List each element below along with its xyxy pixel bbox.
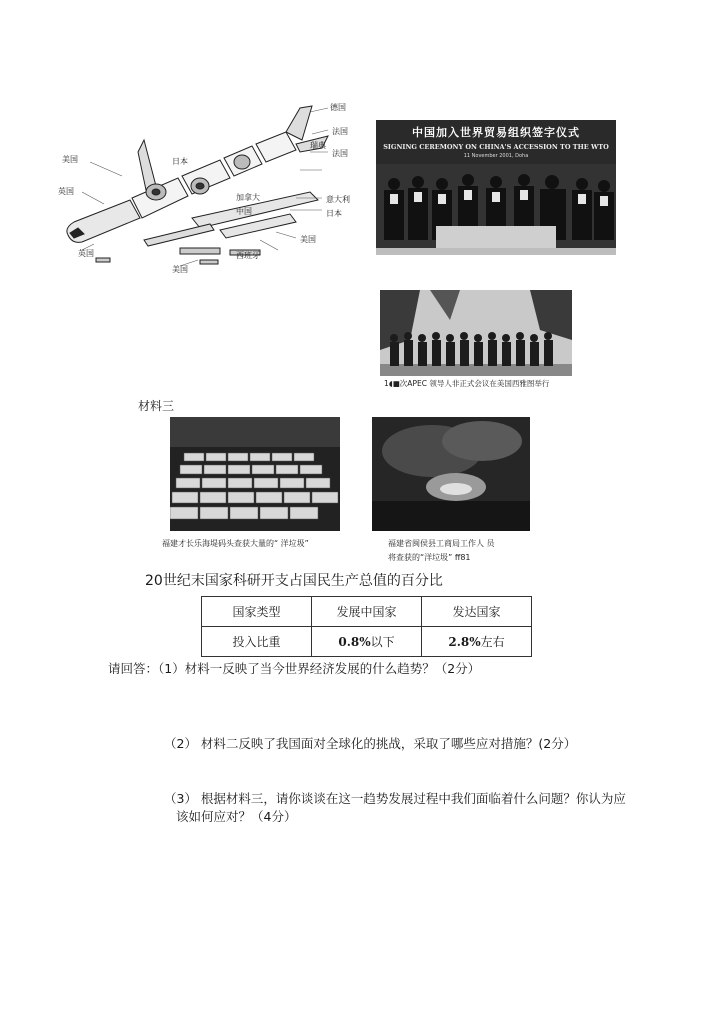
- airplane-label: 美国: [62, 155, 78, 164]
- research-spending-table: [201, 596, 532, 657]
- developing-suffix: 以下: [370, 635, 395, 649]
- table-title: 20世纪末国家科研开支占国民生产总值的百分比: [145, 573, 443, 589]
- question-3-line1: （3） 根据材料三，请你谈谈在这一趋势发展过程中我们面临着什么问题？你认为应: [164, 791, 626, 806]
- header-developed: 发达国家: [422, 597, 532, 627]
- questions-intro: 请回答：: [108, 661, 159, 676]
- airplane-label: 中国: [236, 207, 252, 216]
- airplane-label: 美国: [300, 235, 316, 244]
- airplane-label: 法国: [332, 127, 348, 136]
- developed-suffix: 左右: [480, 635, 505, 649]
- garbage-fire-caption-line1: 福建省闽侯县工商局工作人 员: [388, 539, 495, 548]
- airplane-label: 瑞典: [310, 141, 326, 150]
- garbage-dock-caption: 福建才长乐海堤码头查获大量的“ 洋垃圾”: [162, 539, 309, 548]
- airplane-label: 美国: [172, 265, 188, 274]
- question-1-text: （1）材料一反映了当今世界经济发展的什么趋势？（2分）: [158, 661, 481, 676]
- airplane-drawing: [60, 100, 360, 280]
- garbage-fire-caption-line2: 将查获的“洋垃圾” ff81: [388, 553, 471, 562]
- row-label: 投入比重: [202, 627, 312, 657]
- apec-leaders-photo: [380, 290, 572, 376]
- question-3-line2: 该如何应对？（4分）: [176, 809, 297, 824]
- cell-developed: [422, 627, 532, 657]
- table-header-row: [202, 597, 532, 627]
- question-2: （2） 材料二反映了我国面对全球化的挑战，采取了哪些应对措施？(2分）: [164, 736, 577, 751]
- airplane-label: 日本: [326, 209, 342, 218]
- header-developing: 发展中国家: [312, 597, 422, 627]
- developed-value: 2.8%: [448, 635, 481, 649]
- table-row: [202, 627, 532, 657]
- material3-heading: 材料三: [138, 399, 175, 413]
- wto-banner: [376, 120, 616, 168]
- wto-date: 11 November 2001, Doha: [463, 153, 529, 159]
- garbage-dock-scene: [170, 417, 340, 531]
- apec-scene: [380, 290, 572, 376]
- header-country-type: 国家类型: [202, 597, 312, 627]
- garbage-fire-scene: [372, 417, 530, 531]
- airplane-label: 日本: [172, 157, 188, 166]
- garbage-dock-photo: [170, 417, 340, 531]
- airplane-label: 意大利: [326, 195, 350, 204]
- apec-caption: 1◖■次APEC 领导人非正式会议在美国西雅图举行: [384, 379, 550, 388]
- wto-title: 中国加入世界贸易组织签字仪式: [412, 126, 580, 139]
- airplane-label: 德国: [330, 103, 346, 112]
- wto-crowd: [376, 164, 616, 255]
- airplane-label: 法国: [332, 149, 348, 158]
- cell-developing: [312, 627, 422, 657]
- developing-value: 0.8%: [338, 635, 371, 649]
- question-1: [108, 660, 480, 678]
- wto-signing-photo: [376, 120, 616, 255]
- airplane-label: 英国: [58, 187, 74, 196]
- airplane-label: 加拿大: [236, 193, 260, 202]
- airplane-diagram: [60, 100, 360, 280]
- airplane-label: 英国: [78, 249, 94, 258]
- garbage-fire-photo: [372, 417, 530, 531]
- airplane-label: 西班牙: [236, 251, 260, 260]
- wto-subtitle: SIGNING CEREMONY ON CHINA'S ACCESSION TO THE WTO: [383, 143, 609, 151]
